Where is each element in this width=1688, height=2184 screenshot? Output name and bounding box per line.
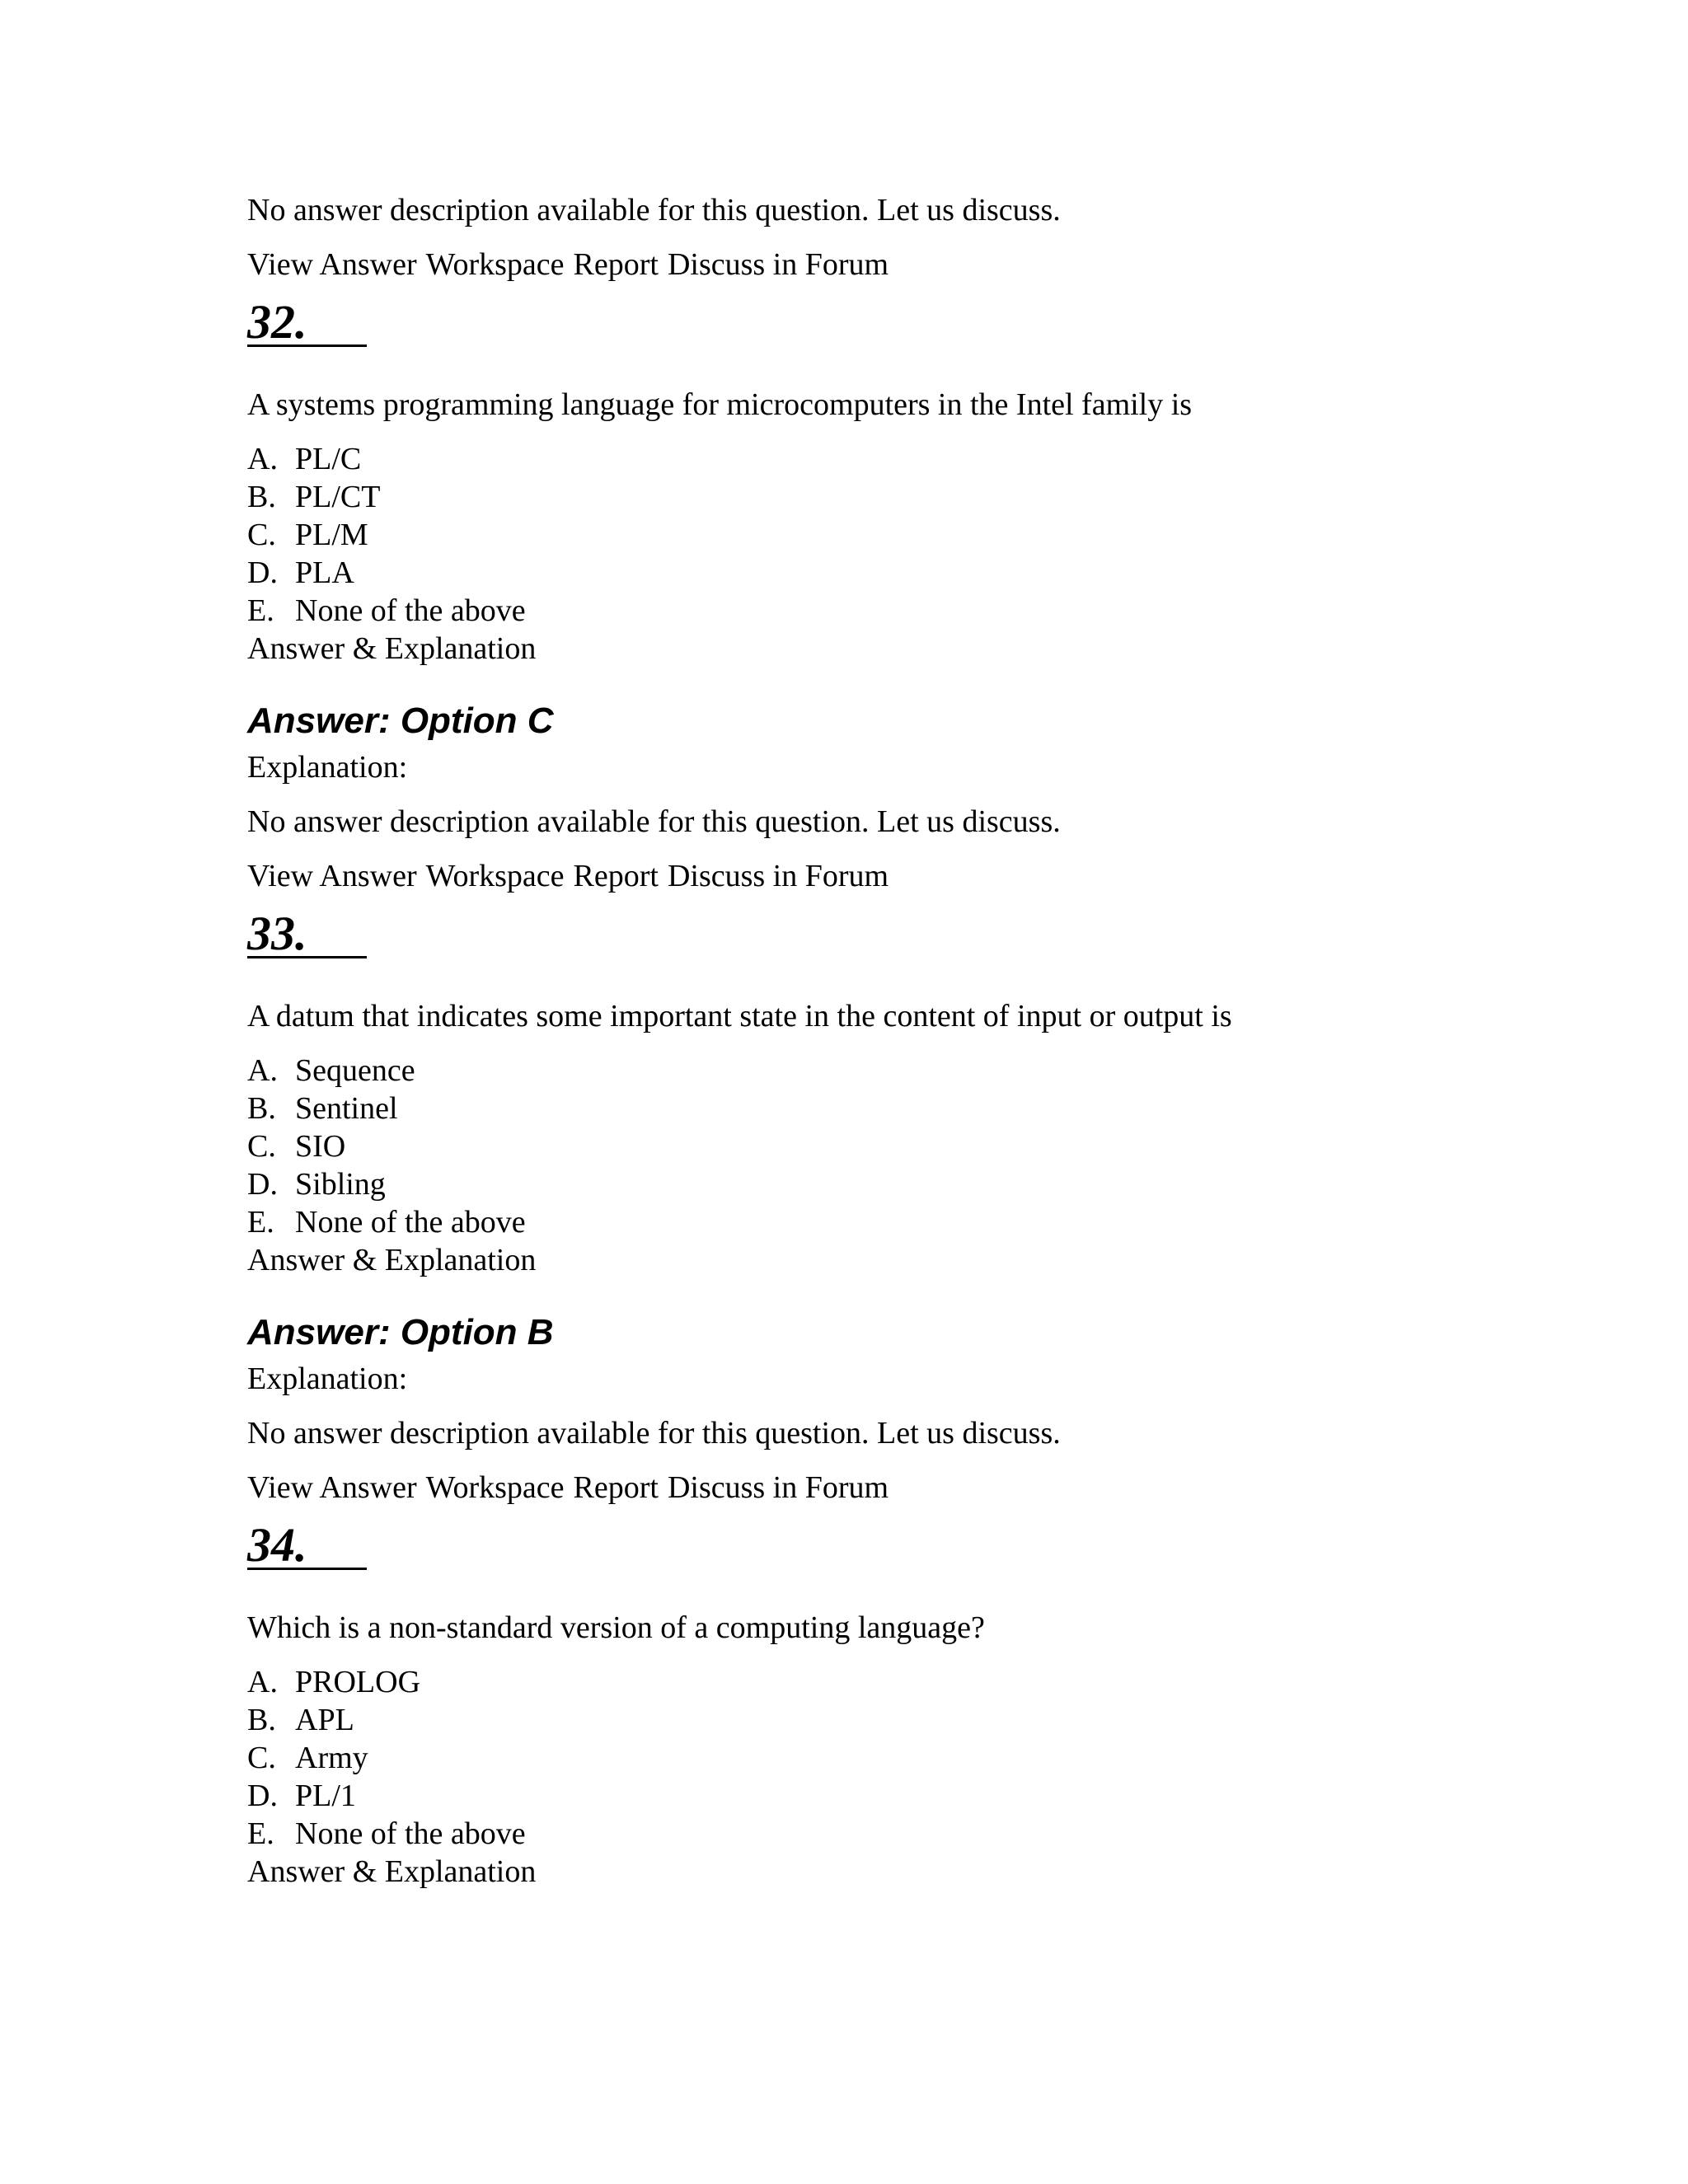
answer-description: No answer description available for this question. Let us discuss. xyxy=(247,1416,1061,1451)
option-c[interactable] xyxy=(247,516,1517,554)
question-actions xyxy=(247,857,1517,895)
question-text: A systems programming language for microcomputers in the Intel family is xyxy=(247,387,1193,422)
option-b[interactable] xyxy=(247,1090,1517,1127)
option-d[interactable] xyxy=(247,1165,1517,1203)
option-letter: B. xyxy=(247,1091,276,1126)
discuss-in-forum-link[interactable]: Discuss in Forum xyxy=(667,859,889,893)
option-letter: C. xyxy=(247,1741,276,1775)
option-letter: E. xyxy=(247,1205,274,1240)
view-answer-link[interactable]: View Answer xyxy=(247,1470,417,1505)
question-number: 33. xyxy=(247,907,367,960)
option-text: PL/CT xyxy=(295,480,381,514)
option-text: PL/M xyxy=(295,518,368,552)
answer-description: No answer description available for this question. Let us discuss. xyxy=(247,804,1061,839)
option-text: None of the above xyxy=(295,1816,526,1851)
option-text: PL/1 xyxy=(295,1779,356,1813)
question-actions xyxy=(247,1469,1517,1507)
option-text: PLA xyxy=(295,555,354,590)
option-letter: B. xyxy=(247,480,276,514)
workspace-link[interactable]: Workspace xyxy=(425,1470,565,1505)
discuss-in-forum-link[interactable]: Discuss in Forum xyxy=(667,247,889,282)
option-letter: D. xyxy=(247,1167,278,1202)
option-d[interactable] xyxy=(247,554,1517,592)
option-text: PROLOG xyxy=(295,1665,421,1699)
option-letter: A. xyxy=(247,1053,278,1088)
discuss-in-forum-link[interactable]: Discuss in Forum xyxy=(667,1470,889,1505)
option-letter: A. xyxy=(247,1665,278,1699)
explanation-label: Explanation: xyxy=(247,1361,408,1396)
option-b[interactable] xyxy=(247,1701,1517,1739)
question-text: Which is a non-standard version of a computing language? xyxy=(247,1610,985,1645)
answer-heading: Answer: Option C xyxy=(247,701,554,741)
workspace-link[interactable]: Workspace xyxy=(425,859,565,893)
question-number: 32. xyxy=(247,295,367,349)
answer-description: No answer description available for this question. Let us discuss. xyxy=(247,193,1061,227)
option-text: None of the above xyxy=(295,1205,526,1240)
answer-explanation-link[interactable]: Answer & Explanation xyxy=(247,631,537,666)
answer-heading: Answer: Option B xyxy=(247,1312,554,1352)
options-list xyxy=(247,1052,1517,1241)
option-letter: E. xyxy=(247,1816,274,1851)
option-letter: B. xyxy=(247,1703,276,1737)
workspace-link[interactable]: Workspace xyxy=(425,247,565,282)
report-link[interactable]: Report xyxy=(573,1470,659,1505)
report-link[interactable]: Report xyxy=(573,859,659,893)
answer-explanation-link[interactable]: Answer & Explanation xyxy=(247,1854,537,1889)
option-text: Sibling xyxy=(295,1167,386,1202)
option-letter: E. xyxy=(247,593,274,628)
question-actions xyxy=(247,246,1517,284)
document-page xyxy=(247,191,1517,1891)
explanation-label: Explanation: xyxy=(247,750,408,785)
option-c[interactable] xyxy=(247,1739,1517,1777)
option-e[interactable] xyxy=(247,1815,1517,1853)
option-e[interactable] xyxy=(247,592,1517,630)
option-c[interactable] xyxy=(247,1127,1517,1165)
answer-explanation-link[interactable]: Answer & Explanation xyxy=(247,1243,537,1277)
option-letter: D. xyxy=(247,1779,278,1813)
view-answer-link[interactable]: View Answer xyxy=(247,859,417,893)
view-answer-link[interactable]: View Answer xyxy=(247,247,417,282)
options-list xyxy=(247,1663,1517,1853)
option-letter: A. xyxy=(247,442,278,476)
option-letter: C. xyxy=(247,1129,276,1164)
option-text: APL xyxy=(295,1703,354,1737)
option-text: None of the above xyxy=(295,593,526,628)
option-d[interactable] xyxy=(247,1777,1517,1815)
option-text: Sequence xyxy=(295,1053,415,1088)
report-link[interactable]: Report xyxy=(573,247,659,282)
option-text: SIO xyxy=(295,1129,346,1164)
option-letter: C. xyxy=(247,518,276,552)
option-e[interactable] xyxy=(247,1203,1517,1241)
options-list xyxy=(247,440,1517,630)
question-number: 34. xyxy=(247,1518,367,1572)
option-text: Sentinel xyxy=(295,1091,398,1126)
option-b[interactable] xyxy=(247,478,1517,516)
question-text: A datum that indicates some important state in the content of input or output is xyxy=(247,999,1232,1033)
option-a[interactable] xyxy=(247,440,1517,478)
option-letter: D. xyxy=(247,555,278,590)
option-text: PL/C xyxy=(295,442,362,476)
option-text: Army xyxy=(295,1741,368,1775)
option-a[interactable] xyxy=(247,1052,1517,1090)
option-a[interactable] xyxy=(247,1663,1517,1701)
